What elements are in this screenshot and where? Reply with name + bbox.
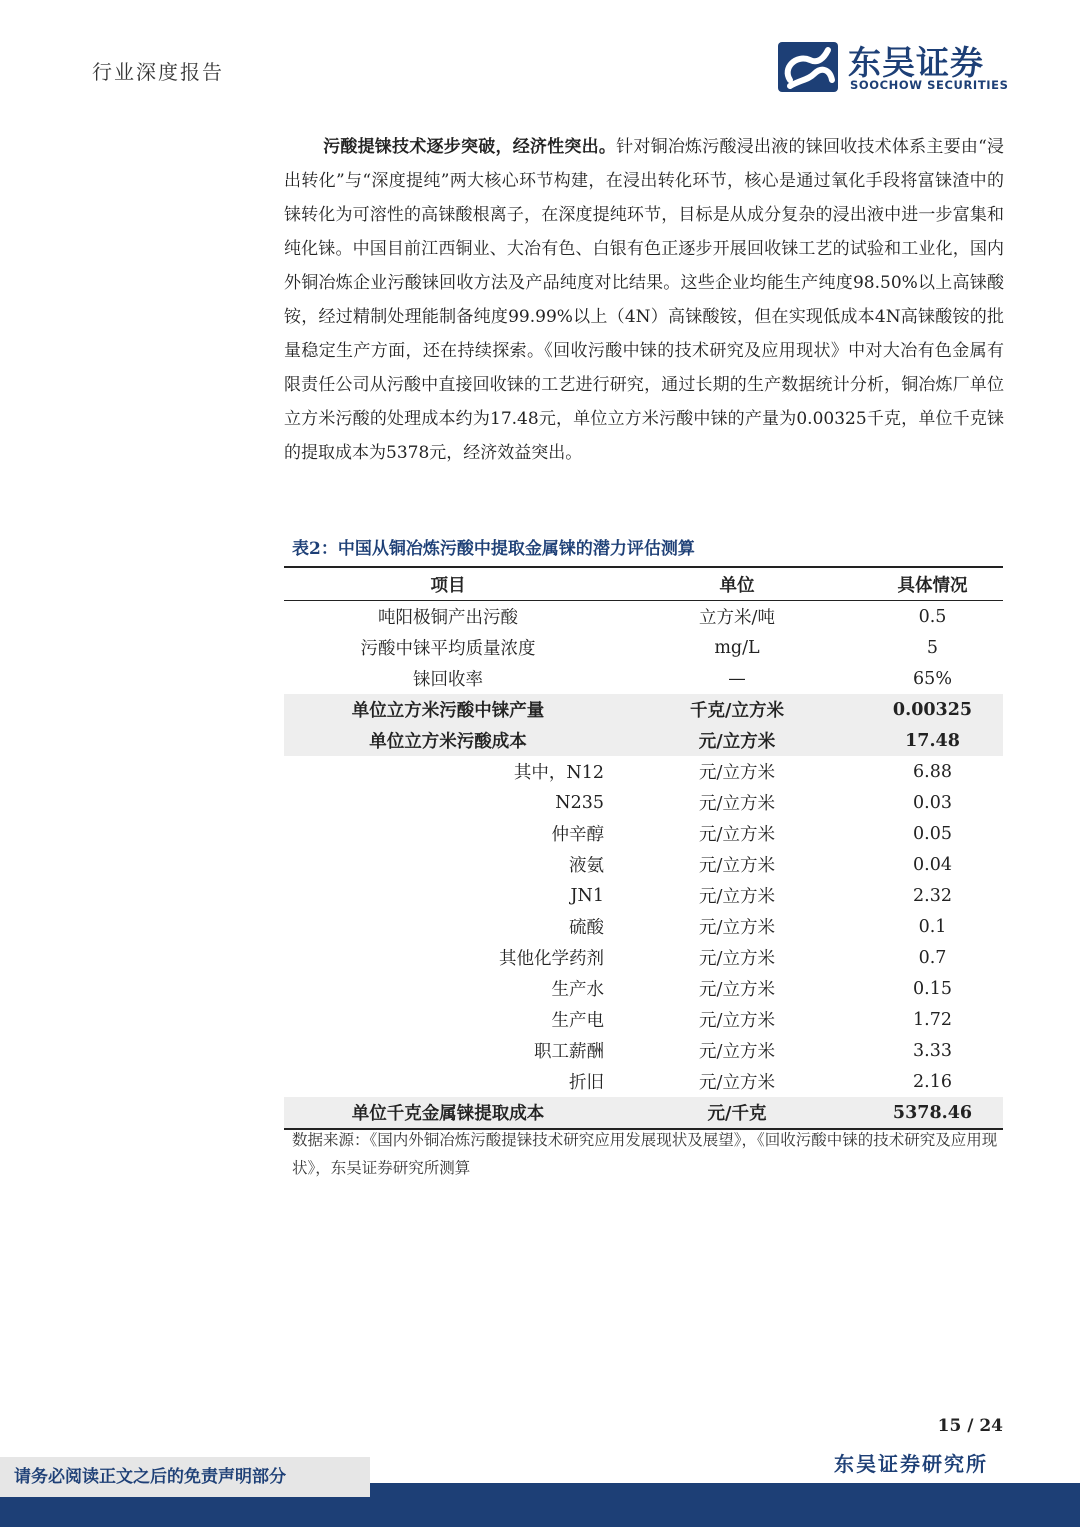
row-item: 液氨 xyxy=(569,856,604,876)
row-item: 单位立方米污酸成本 xyxy=(284,725,612,756)
report-type-label: 行业深度报告 xyxy=(92,60,224,84)
logo-english-name: SOOCHOW SECURITIES xyxy=(850,78,1009,92)
row-item: 折旧 xyxy=(569,1073,604,1093)
row-unit: 元/立方米 xyxy=(612,725,862,756)
row-item: 职工薪酬 xyxy=(534,1042,604,1062)
row-value: 0.04 xyxy=(913,854,952,875)
company-logo xyxy=(778,40,1009,94)
table-row xyxy=(284,818,1003,849)
table-row-total xyxy=(284,1097,1003,1129)
table-row xyxy=(284,1066,1003,1097)
row-value: 0.5 xyxy=(918,606,947,627)
table-header-row xyxy=(284,567,1003,601)
row-value: 0.15 xyxy=(913,978,952,999)
header-unit: 单位 xyxy=(612,567,862,601)
header-value: 具体情况 xyxy=(862,567,1003,601)
table-row-highlight xyxy=(284,725,1003,756)
row-value: 5 xyxy=(926,637,939,658)
paragraph-lead: 污酸提铼技术逐步突破，经济性突出。 xyxy=(323,137,617,157)
row-value: 2.16 xyxy=(913,1071,952,1092)
row-unit: 元/立方米 xyxy=(699,949,775,969)
table-row xyxy=(284,973,1003,1004)
row-value: 0.05 xyxy=(913,823,952,844)
table-row xyxy=(284,911,1003,942)
row-value: 3.33 xyxy=(913,1040,952,1061)
row-unit: 元/立方米 xyxy=(699,918,775,938)
table-row xyxy=(284,849,1003,880)
row-unit: mg/L xyxy=(714,637,760,658)
table-title: 表2：中国从铜冶炼污酸中提取金属铼的潜力评估测算 xyxy=(292,539,695,559)
row-item: 硫酸 xyxy=(569,918,604,938)
row-value: 1.72 xyxy=(913,1009,952,1030)
estimate-table xyxy=(284,566,1003,1130)
row-item: 其中，N12 xyxy=(513,763,604,783)
row-item: 其他化学药剂 xyxy=(499,949,604,969)
row-unit: 元/立方米 xyxy=(699,856,775,876)
row-item: 铼回收率 xyxy=(413,670,483,690)
row-value: 0.7 xyxy=(918,947,947,968)
table-row xyxy=(284,787,1003,818)
row-value: 0.1 xyxy=(918,916,947,937)
body-paragraph xyxy=(284,130,1004,470)
row-value: 5378.46 xyxy=(862,1097,1003,1129)
row-item: 仲辛醇 xyxy=(551,825,604,845)
row-unit: 千克/立方米 xyxy=(612,694,862,725)
row-unit: 元/立方米 xyxy=(699,1011,775,1031)
table-row xyxy=(284,632,1003,663)
row-unit: 元/立方米 xyxy=(699,887,775,907)
table-row xyxy=(284,663,1003,694)
row-item: 单位千克金属铼提取成本 xyxy=(284,1097,612,1129)
row-unit: — xyxy=(728,668,746,689)
row-item: JN1 xyxy=(570,885,604,906)
row-value: 65% xyxy=(913,668,952,689)
table-row-highlight xyxy=(284,694,1003,725)
row-unit: 元/立方米 xyxy=(699,1073,775,1093)
header-item: 项目 xyxy=(284,567,612,601)
row-unit: 元/千克 xyxy=(612,1097,862,1129)
row-unit: 元/立方米 xyxy=(699,825,775,845)
disclaimer-notice: 请务必阅读正文之后的免责声明部分 xyxy=(0,1457,370,1497)
row-value: 0.03 xyxy=(913,792,952,813)
row-unit: 元/立方米 xyxy=(699,763,775,783)
table-row xyxy=(284,880,1003,911)
row-value: 6.88 xyxy=(913,761,952,782)
row-item: 生产电 xyxy=(551,1011,604,1031)
row-value: 2.32 xyxy=(913,885,952,906)
row-value: 0.00325 xyxy=(862,694,1003,725)
table-row xyxy=(284,601,1003,633)
logo-chinese-name: 东吴证券 xyxy=(848,43,984,82)
table-row xyxy=(284,1035,1003,1066)
table-row xyxy=(284,1004,1003,1035)
row-unit: 元/立方米 xyxy=(699,980,775,1000)
row-item: 生产水 xyxy=(551,980,604,1000)
row-unit: 立方米/吨 xyxy=(699,608,775,628)
paragraph-text: 针对铜冶炼污酸浸出液的铼回收技术体系主要由“浸出转化”与“深度提纯”两大核心环节构建，在浸出转化环节，核心是通过氧化手段将富铼渣中的铼转化为可溶性的高铼酸根离子，在深度提纯环节，目标是从成分复杂的浸出液中进一步富集和纯化铼。中国目前江西铜业、大冶有色、白银有色正逐步开展回收铼工艺的试验和工业化，国内外铜冶炼企业污酸铼回收方法及产品纯度对比结果。这些企业均能生产纯度98.50%以上高铼酸铵，经过精制处理能制备纯度99.99%以上（4N）高铼酸铵，但在实现低成本4N高铼酸铵的批量稳定生产方面，还在持续探索。《回收污酸中铼的技术研究及应用现状》中对大冶有色金属有限责任公司从污酸中直接回收铼的工艺进行研究，通过长期的生产数据统计分析，铜冶炼厂单位立方米污酸的处理成本约为17.48元，单位立方米污酸中铼的产量为0.00325千克，单位千克铼的提取成本为5378元，经济效益突出。 xyxy=(284,137,1004,463)
row-item: 吨阳极铜产出污酸 xyxy=(378,608,518,628)
page-number: 15 / 24 xyxy=(937,1416,1003,1436)
soochow-logo-icon xyxy=(778,40,840,94)
footer-institute: 东吴证券研究所 xyxy=(834,1452,988,1476)
table-row xyxy=(284,942,1003,973)
row-item: N235 xyxy=(555,792,604,813)
table-row xyxy=(284,756,1003,787)
row-unit: 元/立方米 xyxy=(699,794,775,814)
row-item: 单位立方米污酸中铼产量 xyxy=(284,694,612,725)
data-source-note: 数据来源：《国内外铜冶炼污酸提铼技术研究应用发展现状及展望》，《回收污酸中铼的技术研究及应用现状》，东吴证券研究所测算 xyxy=(292,1131,998,1177)
row-item: 污酸中铼平均质量浓度 xyxy=(360,639,536,659)
row-unit: 元/立方米 xyxy=(699,1042,775,1062)
row-value: 17.48 xyxy=(862,725,1003,756)
